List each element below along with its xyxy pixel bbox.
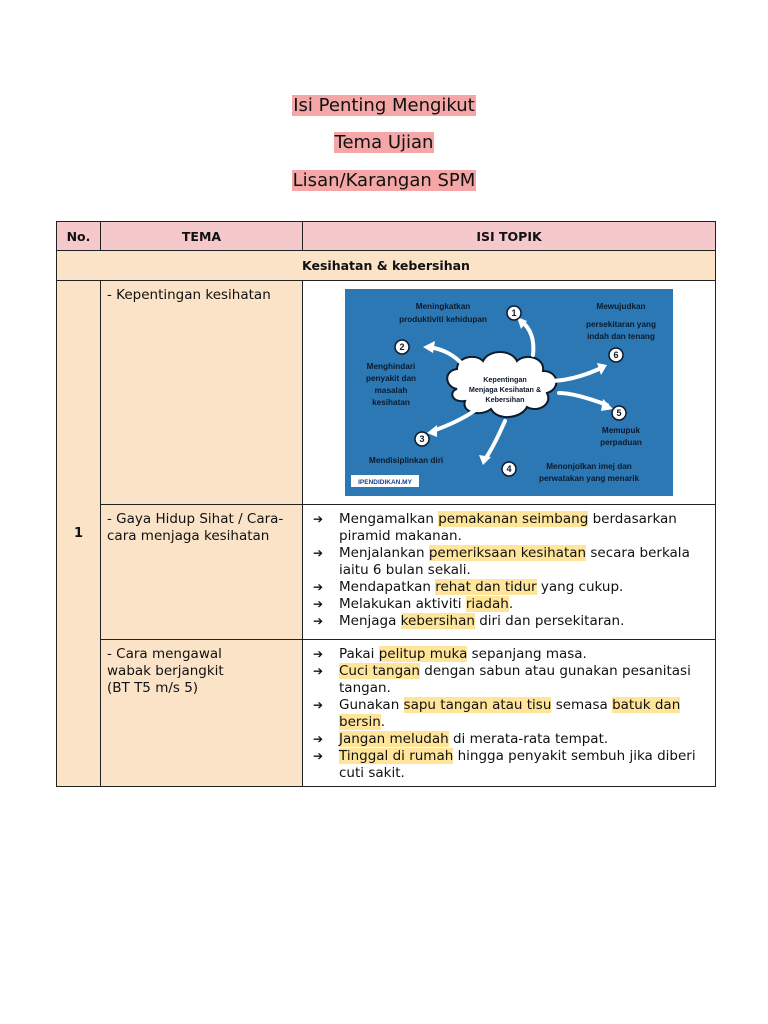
header-no: No. (57, 222, 101, 251)
section-title: Kesihatan & kebersihan (57, 251, 716, 281)
label-6-line-2: persekitaran yang (585, 320, 657, 329)
brand-text: IPENDIDIKAN.MY (358, 479, 412, 486)
cloud-text-2: Menjaga Kesihatan & (468, 385, 542, 394)
row-number: 1 (57, 281, 101, 787)
label-1-line-1: Meningkatkan (415, 302, 471, 311)
arrow-right-icon: ➔ (313, 749, 324, 763)
badge-5: 5 (616, 408, 622, 418)
isi-list (313, 511, 707, 630)
list-item: ➔ Jangan meludah di merata-rata tempat. (313, 731, 609, 747)
badge-2: 2 (399, 342, 405, 352)
tema-text-line-2: wabak berjangkit (107, 663, 224, 679)
label-2-line-2: penyakit dan (365, 374, 417, 383)
isi-list (313, 646, 707, 782)
list-item: ➔ Mengamalkan pemakanan seimbang berdasarkan piramid makanan. (313, 511, 677, 544)
title-line-1: Isi Penting Mengikut (293, 95, 475, 116)
list-item: ➔ Pakai pelitup muka sepanjang masa. (313, 646, 587, 662)
title-line-2: Tema Ujian (334, 132, 434, 153)
header-isi-topik: ISI TOPIK (303, 222, 716, 251)
label-1-line-2: produktiviti kehidupan (399, 315, 487, 324)
list-item: ➔ Mendapatkan rehat dan tidur yang cukup. (313, 579, 624, 595)
arrow-right-icon: ➔ (313, 698, 324, 712)
arrow-right-icon: ➔ (313, 580, 324, 594)
title-line-3: Lisan/Karangan SPM (292, 170, 476, 191)
list-item: ➔ Gunakan sapu tangan atau tisu semasa batuk dan bersin. (313, 697, 681, 730)
isi-cell (303, 281, 716, 505)
list-item: ➔ Melakukan aktiviti riadah. (313, 596, 514, 612)
label-6-line-3: indah dan tenang (587, 332, 655, 341)
section-row (57, 251, 716, 281)
arrow-right-icon: ➔ (313, 647, 324, 661)
label-2-line-1: Menghindari (366, 362, 416, 371)
table-header-row (57, 222, 716, 251)
tema-text-line-1: - Cara mengawal (107, 646, 222, 662)
table-row (57, 640, 716, 787)
arrow-right-icon: ➔ (313, 664, 324, 678)
cloud-text-3: Kebersihan (485, 395, 525, 404)
list-item: ➔ Menjalankan pemeriksaan kesihatan secara berkala iaitu 6 bulan sekali. (313, 545, 690, 578)
label-6-line-1: Mewujudkan (596, 302, 646, 311)
arrow-right-icon: ➔ (313, 614, 324, 628)
badge-1: 1 (511, 308, 517, 318)
arrow-right-icon: ➔ (313, 546, 324, 560)
list-item: ➔ Menjaga kebersihan diri dan persekitaran. (313, 613, 625, 629)
tema-text: - Kepentingan kesihatan (107, 287, 271, 303)
label-3: Mendisiplinkan diri (369, 456, 444, 465)
tema-text: - Gaya Hidup Sihat / Cara-cara menjaga kesihatan (107, 511, 284, 544)
tema-text-line-3: (BT T5 m/s 5) (107, 680, 199, 696)
arrow-right-icon: ➔ (313, 597, 324, 611)
table-row (57, 281, 716, 505)
topic-table (56, 221, 716, 787)
arrow-right-icon: ➔ (313, 732, 324, 746)
badge-4: 4 (506, 464, 512, 474)
tema-cell (101, 640, 303, 787)
isi-cell (303, 640, 716, 787)
infographic-image (345, 289, 673, 496)
tema-cell (101, 505, 303, 640)
header-tema: TEMA (101, 222, 303, 251)
tema-cell (101, 281, 303, 505)
label-4-line-2: perwatakan yang menarik (538, 474, 640, 483)
isi-cell (303, 505, 716, 640)
table-row (57, 505, 716, 640)
label-5-line-1: Memupuk (601, 426, 641, 435)
badge-3: 3 (419, 434, 425, 444)
list-item: ➔ Tinggal di rumah hingga penyakit sembuh jika diberi cuti sakit. (313, 748, 696, 781)
badge-6: 6 (613, 350, 619, 360)
label-5-line-2: perpaduan (600, 438, 642, 447)
label-2-line-3: masalah (374, 386, 408, 395)
label-4-line-1: Menonjolkan imej dan (546, 462, 632, 471)
cloud-text-1: Kepentingan (483, 375, 527, 384)
arrow-right-icon: ➔ (313, 512, 324, 526)
list-item: ➔ Cuci tangan dengan sabun atau gunakan pesanitasi tangan. (313, 663, 691, 696)
label-2-line-4: kesihatan (372, 398, 410, 407)
